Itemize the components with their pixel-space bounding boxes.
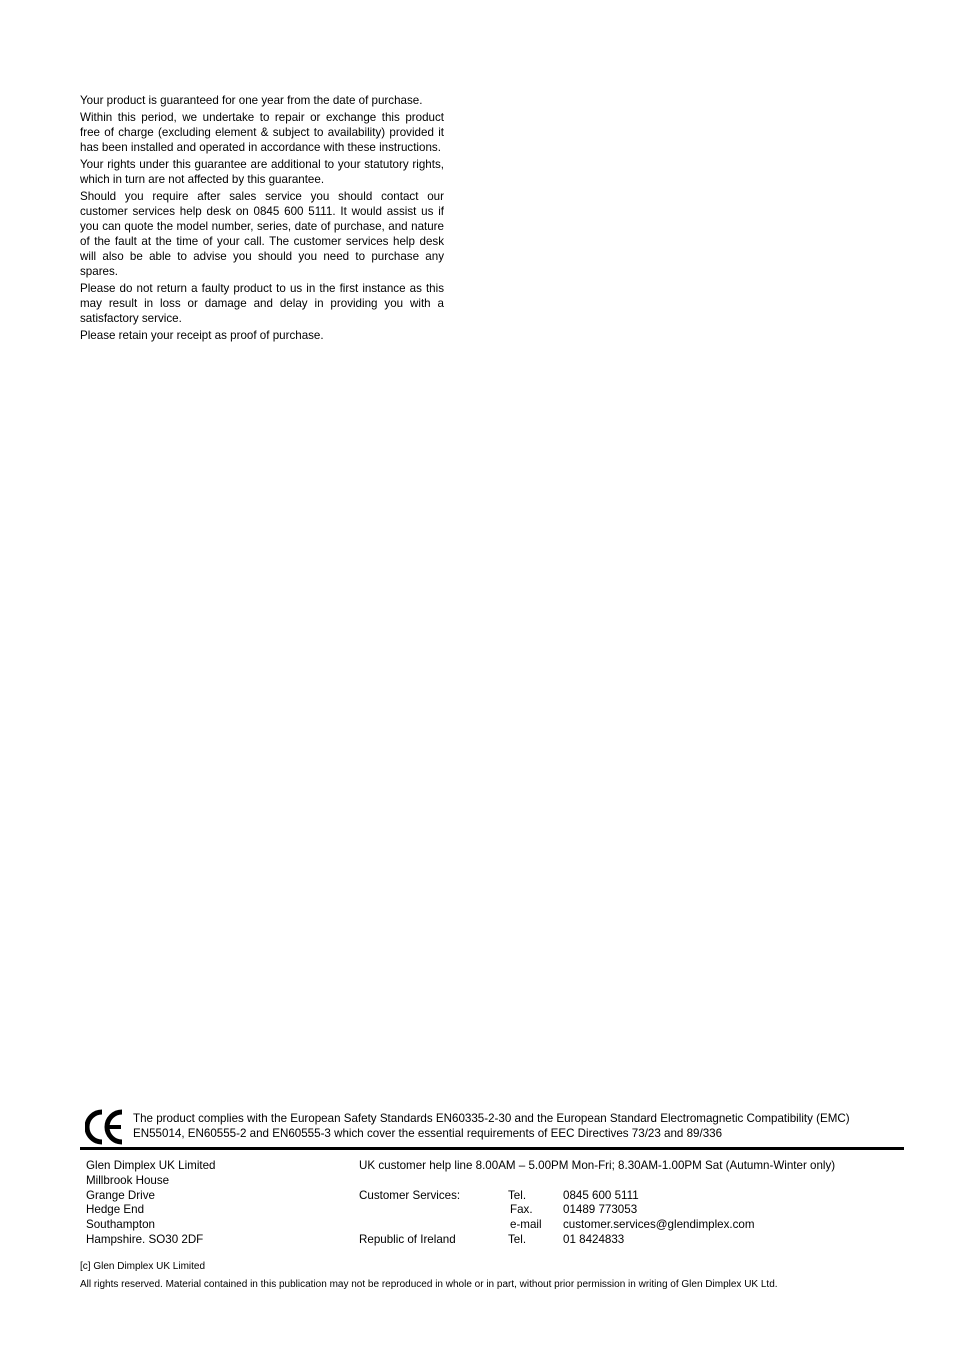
fax-value: 01489 773053 [563,1203,638,1216]
address-line: Hampshire. SO30 2DF [86,1232,204,1246]
guarantee-paragraph: Please do not return a faulty product to us in the first instance as this may result in loss or damage and delay in providing you with a satisfactory service. [80,282,444,325]
guarantee-text [80,93,444,345]
divider [80,1147,904,1150]
helpline-text: UK customer help line 8.00AM – 5.00PM Mon-Fri; 8.30AM-1.00PM Sat (Autumn-Winter only) [359,1159,836,1172]
ireland-tel-label: Tel. [508,1233,527,1246]
address-line: Glen Dimplex UK Limited [86,1159,216,1172]
address-line: Southampton [86,1218,155,1232]
guarantee-paragraph: Your product is guaranteed for one year from the date of purchase. [80,94,423,107]
guarantee-paragraph: Within this period, we undertake to repair or exchange this product free of charge (excluding element & subject to availability) provided it has been installed and operated in accordance with these instructions. [80,111,444,154]
address-line: Hedge End [86,1203,145,1217]
email-value: customer.services@glendimplex.com [563,1218,755,1231]
compliance-block [80,1108,904,1146]
ce-mark-icon [85,1109,125,1145]
copyright-text: [c] Glen Dimplex UK Limited [80,1261,206,1272]
guarantee-paragraph: Should you require after sales service you should contact our customer services help desk on 0845 600 5111. It would assist us if you can quote the model number, series, date of purchase, and nature of the fault at the time of your call. The customer services help desk will also be able to advise you should you need to purchase any spares. [80,190,444,278]
customer-services-label: Customer Services: [359,1189,461,1202]
address-line: Millbrook House [86,1173,170,1187]
fax-label: Fax. [510,1203,533,1216]
guarantee-paragraph: Please retain your receipt as proof of purchase. [80,329,324,342]
compliance-text: The product complies with the European Safety Standards EN60335-2-30 and the European Standard Electromagnetic Compatibility (EMC) EN55014, EN60555-2 and EN60555-3 which cover the essential requirements of EEC Directives 73/23 and 89/336 [133,1112,850,1140]
tel-value: 0845 600 5111 [563,1189,639,1202]
company-address [86,1159,216,1248]
address-line: Grange Drive [86,1188,155,1202]
guarantee-paragraph: Your rights under this guarantee are additional to your statutory rights, which in turn are not affected by this guarantee. [80,158,444,186]
ireland-tel-value: 01 8424833 [563,1233,625,1246]
rights-text: All rights reserved. Material contained in this publication may not be reproduced in whole or in part, without prior permission in writing of Glen Dimplex UK Ltd. [80,1279,778,1290]
email-label: e-mail [510,1218,542,1231]
ireland-label: Republic of Ireland [359,1233,456,1246]
tel-label: Tel. [508,1189,527,1202]
